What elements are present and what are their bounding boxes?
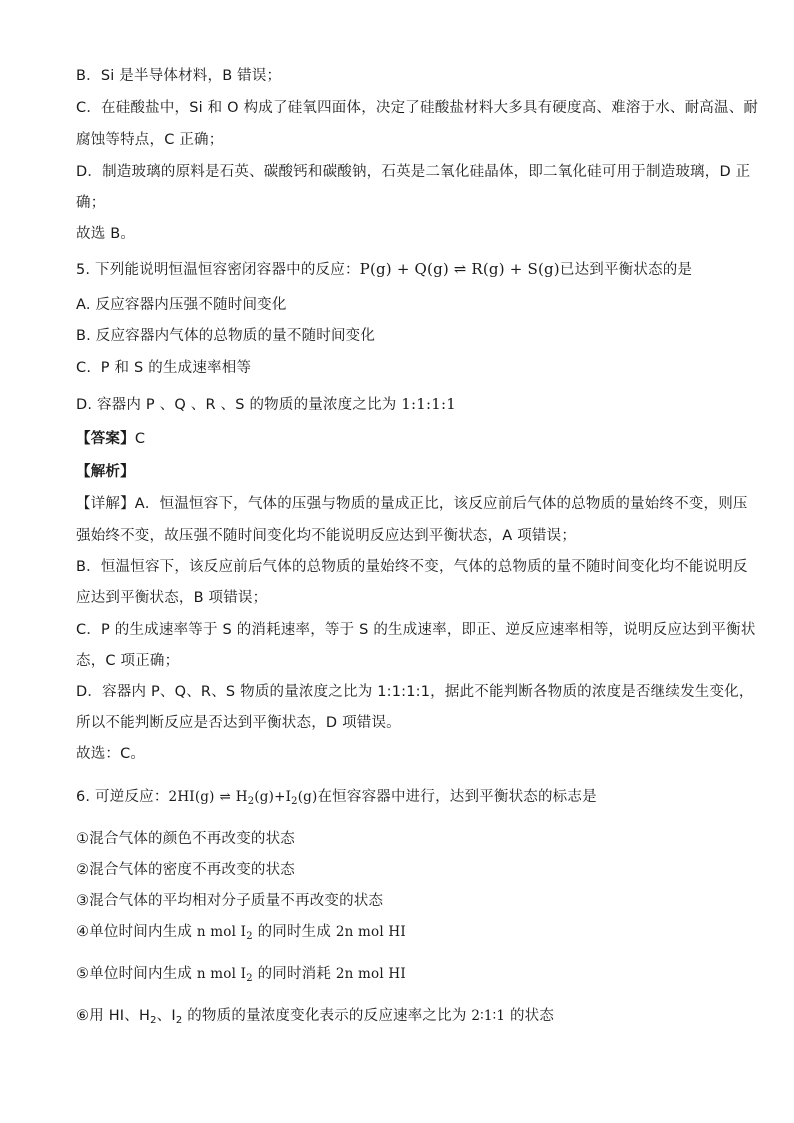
- q5-detail-a2: 强始终不变，故压强不随时间变化均不能说明反应达到平衡状态，A 项错误；: [76, 528, 577, 544]
- q6-item4-mid: 的同时生成: [257, 924, 332, 940]
- q6-stem-suffix: 在恒容容器中进行，达到平衡状态的标志是: [317, 789, 597, 805]
- q6-eq-right: [236, 789, 318, 805]
- q6-item-3: ③混合气体的平均相对分子质量不再改变的状态: [76, 893, 384, 909]
- q5-detail-b1: B．恒温恒容下，该反应前后气体的总物质的量始终不变，气体的总物质的量不随时间变化均不能说明反: [76, 559, 748, 575]
- q5-analysis-label: 【解析】: [76, 464, 135, 480]
- q6-item6-end: 的状态: [509, 1008, 555, 1024]
- q6-item6-prefix: ⑥用 HI、H: [76, 1008, 151, 1024]
- answer-line-c2: 腐蚀等特点，C 正确；: [76, 132, 224, 148]
- q5-option-d-ratio: 1:1:1:1: [401, 395, 457, 413]
- q5-option-c: [76, 358, 251, 378]
- q6-item6-sub2: 2: [175, 1015, 183, 1026]
- q5-stem: [76, 259, 692, 280]
- q6-stem: [76, 787, 597, 812]
- q5-option-c-text: P 和 S 的生成速率相等: [100, 360, 252, 376]
- q6-item5-end: 2n mol HI: [335, 966, 406, 982]
- q6-item6-mid: 、I: [156, 1008, 176, 1024]
- answer-value: C: [134, 431, 146, 447]
- q6-item5-prefix: ⑤单位时间内生成: [76, 966, 193, 982]
- q6-item4-end: 2n mol HI: [335, 924, 406, 940]
- q6-h-sub: 2: [247, 796, 255, 807]
- equilibrium-arrow-icon: ⇌: [453, 260, 467, 278]
- q6-item6-ratio: 2∶1∶1: [471, 1008, 506, 1024]
- q5-option-c-letter: C.: [76, 360, 92, 376]
- q6-stem-prefix: 6. 可逆反应：: [76, 789, 169, 805]
- q5-stem-prefix: 5. 下列能说明恒温恒容密闭容器中的反应：: [76, 262, 360, 278]
- q6-item6-text: 的物质的量浓度变化表示的反应速率之比为: [187, 1008, 467, 1024]
- q6-item-4: [76, 922, 406, 947]
- q6-item5-sub: 2: [246, 973, 253, 984]
- q6-item-2: ②混合气体的密度不再改变的状态: [76, 862, 295, 878]
- q6-item6-sub1: 2: [150, 1015, 157, 1026]
- q6-i-rest: (g): [297, 789, 318, 805]
- q5-stem-suffix: 已达到平衡状态的是: [559, 262, 693, 278]
- q6-equilibrium-arrow-icon: ⇌: [219, 789, 231, 805]
- q5-option-d-prefix: D. 容器内 P 、Q 、R 、S 的物质的量浓度之比为: [76, 397, 397, 413]
- q5-detail-d1: D．容器内 P、Q、R、S 物质的量浓度之比为 1:1:1:1，据此不能判断各物质的浓度是否继续发生变化，: [76, 684, 754, 700]
- q6-item-6: [76, 1006, 554, 1031]
- q5-option-b: B. 反应容器内气体的总物质的量不随时间变化: [76, 328, 376, 344]
- q6-item5-amount-text: n mol I: [196, 966, 247, 982]
- q6-item5-amount: [197, 966, 253, 982]
- q5-detail-c1: C．P 的生成速率等于 S 的消耗速率，等于 S 的生成速率，即正、逆反应速率相等，说明反应达到平衡状: [76, 622, 756, 638]
- q6-item4-amount-text: n mol I: [196, 924, 247, 940]
- q5-equation-left: P(g) + Q(g): [359, 260, 449, 278]
- q5-equation-right: R(g) + S(g): [471, 260, 560, 278]
- answer-choose-b: 故选 B。: [76, 226, 136, 242]
- q5-option-d: [76, 394, 456, 415]
- q5-detail-d2: 所以不能判断反应是否达到平衡状态，D 项错误。: [76, 715, 401, 731]
- q5-choose: 故选：C。: [76, 746, 146, 762]
- q6-item4-sub: 2: [246, 931, 253, 942]
- q6-h: H: [235, 789, 248, 805]
- q5-detail-b2: 应达到平衡状态，B 项错误；: [76, 590, 268, 606]
- q6-item5-mid: 的同时消耗: [257, 966, 332, 982]
- q5-option-a: A. 反应容器内压强不随时间变化: [76, 297, 287, 313]
- q5-answer: [76, 429, 145, 449]
- q5-detail-a1: 【详解】A．恒温恒容下，气体的压强与物质的量成正比，该反应前后气体的总物质的量始终不变，则压: [76, 496, 748, 512]
- q6-item4-prefix: ④单位时间内生成: [76, 924, 193, 940]
- q6-i-sub: 2: [291, 796, 298, 807]
- answer-line-d2: 确；: [76, 195, 106, 211]
- q6-eq-left: 2HI(g): [168, 789, 215, 805]
- q5-detail-c2: 态，C 项正确；: [76, 653, 180, 669]
- answer-line-d1: D．制造玻璃的原料是石英、碳酸钙和碳酸钠，石英是二氧化硅晶体，即二氧化硅可用于制造玻璃，D 正: [76, 164, 751, 180]
- q6-h-rest: (g)+I: [254, 789, 292, 805]
- answer-line-c1: C．在硅酸盐中，Si 和 O 构成了硅氧四面体，决定了硅酸盐材料大多具有硬度高、难溶于水、耐高温、耐: [76, 100, 759, 116]
- q6-item4-amount: [197, 924, 253, 940]
- q6-item-1: ①混合气体的颜色不再改变的状态: [76, 831, 295, 847]
- answer-line-b: B．Si 是半导体材料，B 错误；: [76, 68, 282, 84]
- q6-item-5: [76, 964, 406, 989]
- answer-label: 【答案】: [76, 431, 135, 447]
